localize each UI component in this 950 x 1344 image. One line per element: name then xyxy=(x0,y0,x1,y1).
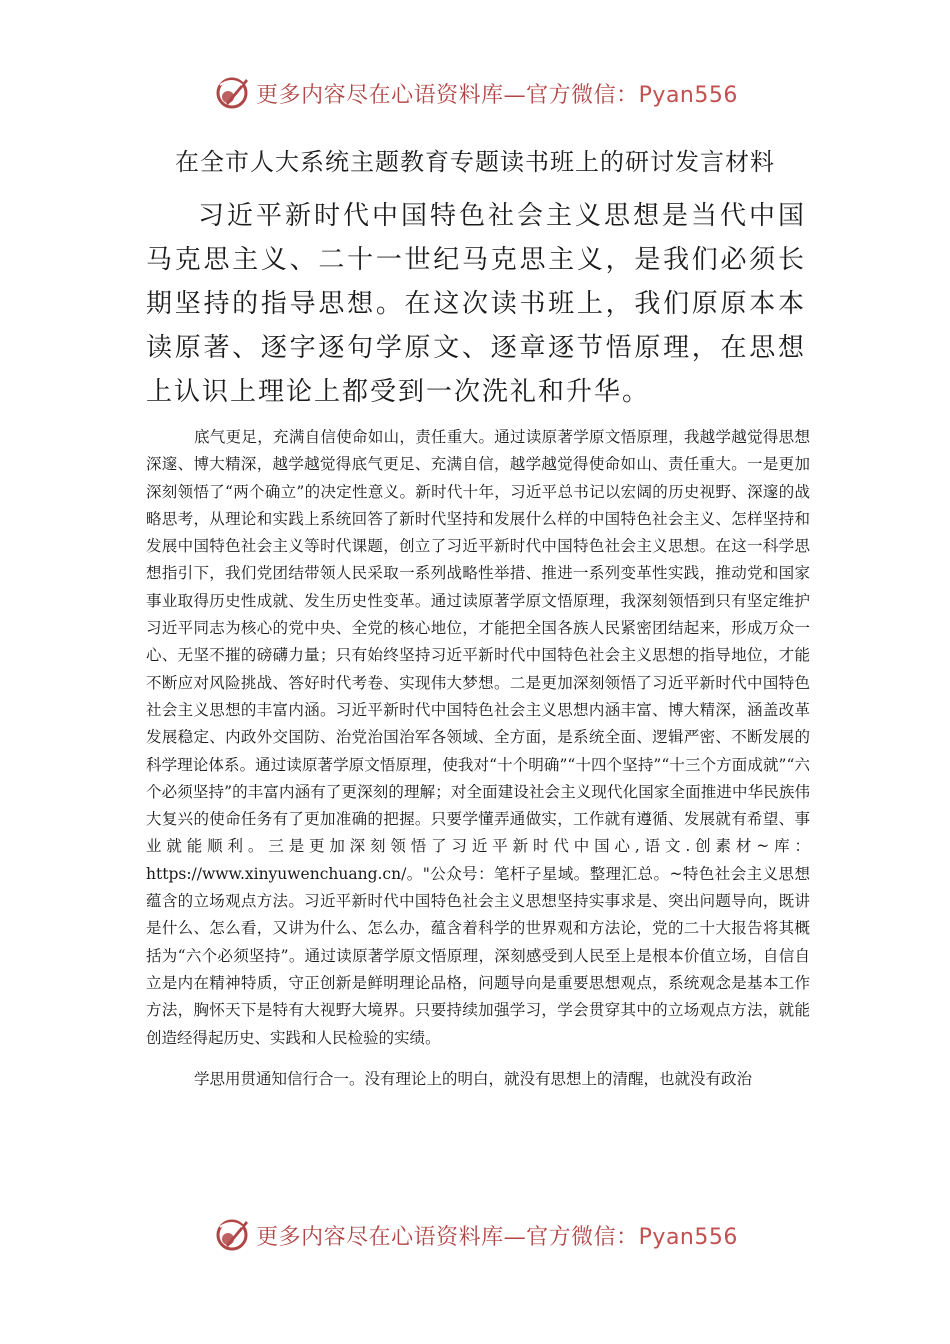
pen-logo-icon xyxy=(212,1215,252,1255)
header-banner xyxy=(0,68,950,118)
intro-paragraph: 习近平新时代中国特色社会主义思想是当代中国马克思主义、二十一世纪马克思主义，是我们必须长期坚持的指导思想。在这次读书班上，我们原原本本读原著、逐字逐句学原文、逐章逐节悟原理，在思想上认识上理论上都受到一次洗礼和升华。 xyxy=(146,201,806,407)
wechat-handle: Pyan556 xyxy=(638,82,738,108)
banner-text: 更多内容尽在心语资料库—官方微信：Pyan556 xyxy=(256,1224,738,1250)
footer-banner xyxy=(0,1210,950,1260)
banner-text: 更多内容尽在心语资料库—官方微信：Pyan556 xyxy=(256,82,738,108)
document-title: 在全市人大系统主题教育专题读书班上的研讨发言材料 xyxy=(175,148,775,176)
body-text xyxy=(146,424,810,1093)
body-paragraph: 底气更足，充满自信使命如山，责任重大。通过读原著学原文悟原理，我越学越觉得思想深邃、博大精深，越学越觉得底气更足、充满自信，越学越觉得使命如山、责任重大。一是更加深刻领悟了“两个确立”的决定性意义。新时代十年，习近平总书记以宏阔的历史视野、深邃的战略思考，从理论和实践上系统回答了新时代坚持和发展什么样的中国特色社会主义、怎样坚持和发展中国特色社会主义等时代课题，创立了习近平新时代中国特色社会主义思想。在这一科学思想指引下，我们党团结带领人民采取一系列战略性举措、推进一系列变革性实践，推动党和国家事业取得历史性成就、发生历史性变革。通过读原著学原文悟原理，我深刻领悟到只有坚定维护习近平同志为核心的党中央、全党的核心地位，才能把全国各族人民紧密团结起来，形成万众一心、无坚不摧的磅礴力量；只有始终坚持习近平新时代中国特色社会主义思想的指导地位，才能不断应对风险挑战、答好时代考卷、实现伟大梦想。二是更加深刻领悟了习近平新时代中国特色社会主义思想的丰富内涵。习近平新时代中国特色社会主义思想内涵丰富、博大精深，涵盖改革发展稳定、内政外交国防、治党治国治军各领域、全方面，是系统全面、逻辑严密、不断发展的科学理论体系。通过读原著学原文悟原理，使我对“十个明确”“十四个坚持”“十三个方面成就”“六个必须坚持”的丰富内涵有了更深刻的理解；对全面建设社会主义现代化国家全面推进中华民族伟大复兴的使命任务有了更加准确的把握。只要学懂弄通做实，工作就有遵循、发展就有希望、事业就能顺利。三是更加深刻领悟了习近平新时代中国心,语文.创素材~库：https://www.xinyuwenchuang.cn/。"公众号：笔杆子星域。整理汇总。~特色社会主义思想蕴含的立场观点方法。习近平新时代中国特色社会主义思想坚持实事求是、突出问题导向，既讲是什么、怎么看，又讲为什么、怎么办，蕴含着科学的世界观和方法论，党的二十大报告将其概括为“六个必须坚持”。通过读原著学原文悟原理，深刻感受到人民至上是根本价值立场，自信自立是内在精神特质，守正创新是鲜明理论品格，问题导向是重要思想观点，系统观念是基本工作方法，胸怀天下是特有大视野大境界。只要持续加强学习，学会贯穿其中的立场观点方法，就能创造经得起历史、实践和人民检验的实绩。 xyxy=(146,428,810,1047)
pen-logo-icon xyxy=(212,73,252,113)
body-paragraph: 学思用贯通知信行合一。没有理论上的明白，就没有思想上的清醒，也就没有政治 xyxy=(194,1069,753,1088)
wechat-handle: Pyan556 xyxy=(638,1224,738,1250)
